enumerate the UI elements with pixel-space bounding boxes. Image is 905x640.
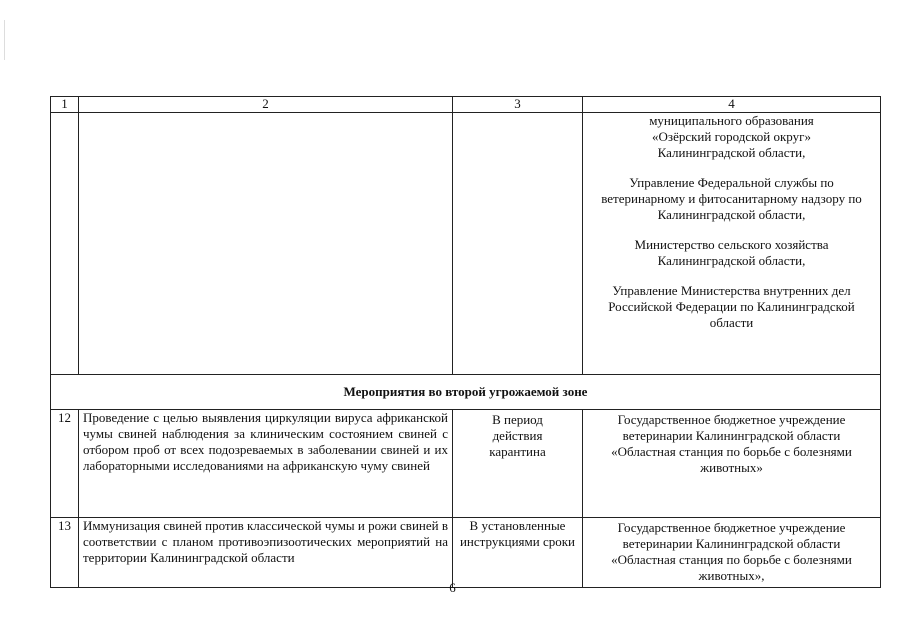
column-number-1: 1: [51, 97, 79, 113]
table-row: [51, 518, 881, 588]
row-number: 12: [51, 410, 79, 518]
column-number-4: 4: [583, 97, 881, 113]
executor-entry: Управление Министерства внутренних дел Российской Федерации по Калининградской области: [608, 283, 855, 330]
measure-description: Иммунизация свиней против классической чумы и рожи свиней в соответствии с планом противоэпизоотических мероприятий на территории Калининградской области: [79, 518, 453, 588]
row-number: 13: [51, 518, 79, 588]
table-row: [51, 410, 881, 518]
measure-term: В установленные инструкциями сроки: [453, 518, 583, 588]
column-number-3: 3: [453, 97, 583, 113]
measure-description: Проведение с целью выявления циркуляции вируса африканской чумы свиней наблюдения за клиническим состоянием свиней с отбором проб от всех подозреваемых в заболевании свиней и их лабораторными исследованиями на африканскую чуму свиней: [79, 410, 453, 518]
measure-executor: Государственное бюджетное учреждение ветеринарии Калининградской области «Областная станция по борьбе с болезнями животных»: [583, 410, 881, 518]
measures-table: [50, 96, 881, 588]
column-number-2: 2: [79, 97, 453, 113]
column-number-row: [51, 97, 881, 113]
measure-executor: Государственное бюджетное учреждение ветеринарии Калининградской области «Областная станция по борьбе с болезнями животных»,: [583, 518, 881, 588]
measure-description: [79, 113, 453, 375]
executor-entry: Управление Федеральной службы по ветеринарному и фитосанитарному надзору по Калининградской области,: [601, 175, 862, 222]
section-header-row: [51, 375, 881, 410]
continuation-row: [51, 113, 881, 375]
executor-entry: муниципального образования «Озёрский городской округ» Калининградской области,: [649, 113, 814, 160]
measure-term: [453, 113, 583, 375]
row-number: [51, 113, 79, 375]
executor-entry: Министерство сельского хозяйства Калининградской области,: [634, 237, 829, 268]
scan-edge-mark: [4, 20, 5, 60]
executors-cell: [583, 113, 881, 375]
measure-term: В период действия карантина: [453, 410, 583, 518]
section-title: Мероприятия во второй угрожаемой зоне: [51, 375, 881, 410]
page-number: 6: [449, 580, 456, 595]
